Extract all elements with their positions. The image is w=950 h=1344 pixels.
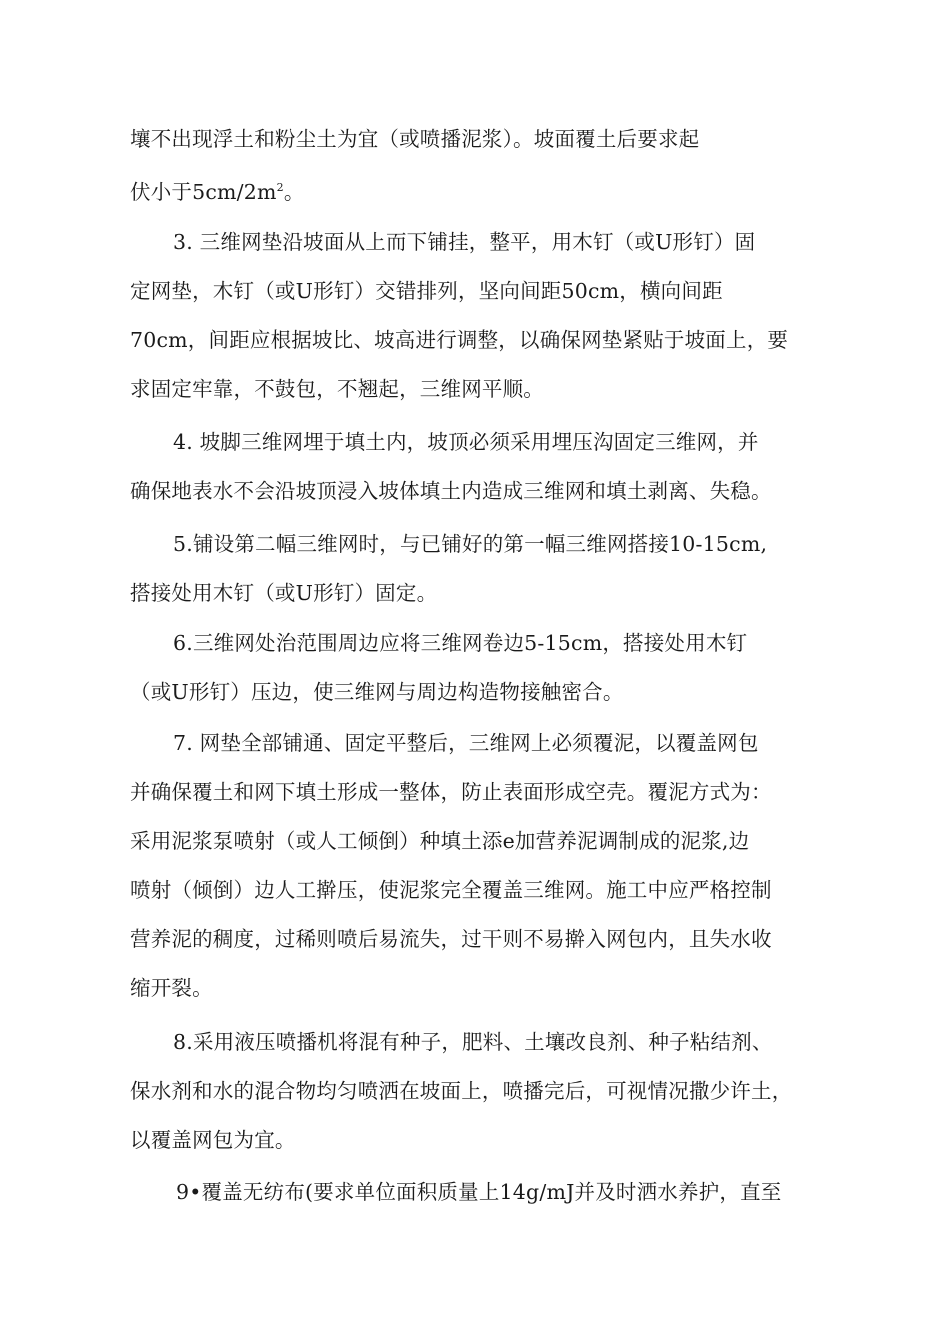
text-line: 以覆盖网包为宜。 xyxy=(130,1128,296,1152)
text-span: 伏小于5cm/2m xyxy=(130,180,277,204)
text-line: 8.采用液压喷播机将混有种子，肥料、土壤改良剂、种子粘结剂、 xyxy=(173,1030,773,1054)
text-line: 缩开裂。 xyxy=(130,976,213,1000)
text-line: 搭接处用木钉（或U形钉）固定。 xyxy=(130,581,438,605)
text-line: 保水剂和水的混合物均匀喷洒在坡面上，喷播完后，可视情况撒少许土， xyxy=(130,1079,793,1103)
text-line: 4. 坡脚三维网埋于填土内，坡顶必须采用埋压沟固定三维网，并 xyxy=(173,430,759,454)
text-line: 营养泥的稠度，过稀则喷后易流失，过干则不易擀入网包内，且失水收 xyxy=(130,927,772,951)
text-line: 6.三维网处治范围周边应将三维网卷边5-15cm，搭接处用木钉 xyxy=(173,631,748,655)
text-line: 70cm，间距应根据坡比、坡高进行调整，以确保网垫紧贴于坡面上，要 xyxy=(130,328,789,352)
text-span: 。 xyxy=(283,180,305,204)
text-line: 7. 网垫全部铺通、固定平整后，三维网上必须覆泥，以覆盖网包 xyxy=(173,731,759,755)
text-line: 9•覆盖无纺布(要求单位面积质量上14g/mJ并及时洒水养护，直至 xyxy=(176,1180,782,1204)
text-line: 定网垫，木钉（或U形钉）交错排列，坚向间距50cm，横向间距 xyxy=(130,279,723,303)
text-line: 3. 三维网垫沿坡面从上而下铺挂，整平，用木钉（或U形钉）固 xyxy=(173,230,756,254)
text-line xyxy=(130,174,305,206)
text-line: （或U形钉）压边，使三维网与周边构造物接触密合。 xyxy=(130,680,624,704)
text-line: 采用泥浆泵喷射（或人工倾倒）种填土添e加营养泥调制成的泥浆,边 xyxy=(130,829,750,853)
superscript: 2 xyxy=(276,181,284,194)
text-line: 壤不出现浮土和粉尘土为宜（或喷播泥浆）。坡面覆土后要求起 xyxy=(130,127,700,151)
text-line: 喷射（倾倒）边人工擀压，使泥浆完全覆盖三维网。施工中应严格控制 xyxy=(130,878,772,902)
text-line: 5.铺设第二幅三维网时，与已铺好的第一幅三维网搭接10-15cm, xyxy=(173,532,768,556)
text-line: 确保地表水不会沿坡顶浸入坡体填土内造成三维网和填土剥离、失稳。 xyxy=(130,479,772,503)
text-line: 求固定牢靠，不鼓包，不翘起，三维网平顺。 xyxy=(130,377,544,401)
text-line: 并确保覆土和网下填土形成一整体，防止表面形成空壳。覆泥方式为： xyxy=(130,780,772,804)
